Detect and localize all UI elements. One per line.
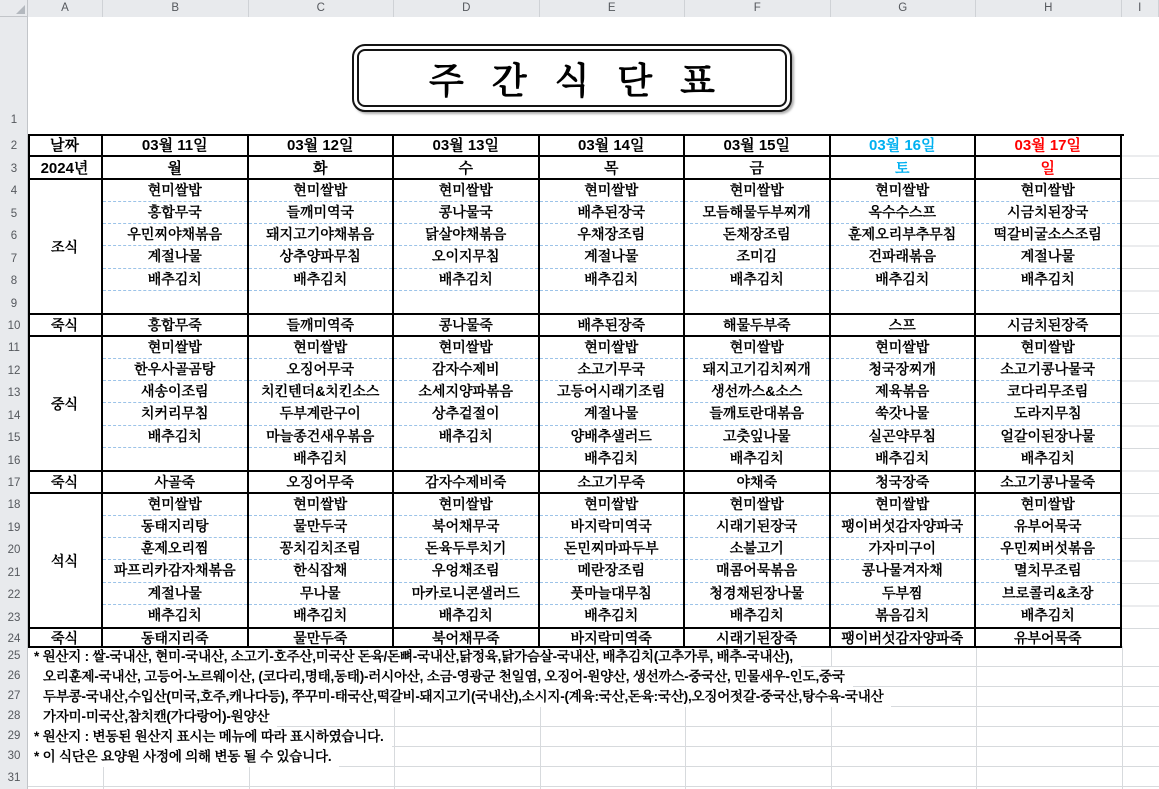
- select-all-triangle-icon: [16, 5, 25, 14]
- menu-item[interactable]: 물만두국: [249, 516, 393, 538]
- day-date-7[interactable]: 03월 17일: [976, 134, 1122, 157]
- menu-item[interactable]: 배추김치: [147, 606, 202, 623]
- section-label-dinner[interactable]: 석식: [28, 494, 103, 629]
- menu-item[interactable]: 우민찌버섯볶음: [976, 538, 1120, 560]
- day-date-6[interactable]: 03월 16일: [831, 134, 977, 157]
- menu-item[interactable]: [249, 291, 393, 313]
- menu-item[interactable]: 오징어무국: [249, 359, 393, 381]
- menu-item[interactable]: 현미쌀밥: [540, 494, 684, 516]
- porridge-cell-breakfast-day5[interactable]: 해물두부죽: [685, 315, 831, 337]
- column-header-I[interactable]: I: [1122, 0, 1159, 17]
- menu-cell-dinner-day2[interactable]: [249, 494, 395, 629]
- menu-item[interactable]: 배추김치: [394, 269, 538, 291]
- porridge-cell-dinner-day5[interactable]: 시래기된장죽: [685, 629, 831, 648]
- day-date-2[interactable]: 03월 12일: [249, 134, 395, 157]
- day-date-5[interactable]: 03월 15일: [685, 134, 831, 157]
- menu-item[interactable]: 콩나물겨자채: [831, 560, 975, 582]
- menu-cell-dinner-day7[interactable]: [976, 494, 1122, 629]
- row-header-20[interactable]: 20: [7, 544, 21, 557]
- menu-item[interactable]: 배추김치: [729, 606, 784, 623]
- gridline: [1122, 646, 1123, 789]
- menu-cell-breakfast-day5[interactable]: [685, 180, 831, 315]
- menu-item[interactable]: 배추김치: [1020, 449, 1075, 466]
- menu-item[interactable]: 소세지양파볶음: [394, 381, 538, 403]
- menu-item[interactable]: 배추김치: [729, 449, 784, 466]
- menu-cell-lunch-day1[interactable]: [103, 337, 249, 472]
- row-header-18[interactable]: 18: [7, 499, 21, 512]
- column-header-H[interactable]: H: [976, 0, 1122, 17]
- menu-item[interactable]: 계절나물: [103, 583, 247, 605]
- menu-cell-breakfast-day1[interactable]: [103, 180, 249, 315]
- section-label-breakfast[interactable]: 조식: [28, 180, 103, 315]
- row-header-14[interactable]: 14: [7, 409, 21, 422]
- header-date-label[interactable]: 날짜: [28, 134, 103, 157]
- column-header-B[interactable]: B: [103, 0, 249, 17]
- menu-cell-lunch-day6[interactable]: [831, 337, 977, 472]
- column-header-A[interactable]: A: [28, 0, 103, 17]
- column-header-E[interactable]: E: [540, 0, 686, 17]
- menu-item[interactable]: 현미쌀밥: [685, 337, 829, 359]
- row-header-3[interactable]: 3: [10, 162, 18, 175]
- menu-item[interactable]: 현미쌀밥: [540, 180, 684, 202]
- footnote-origin-2: 오리훈제-국내산, 고등어-노르웨이산, (코다리,명태,동태)-러시아산, 소금-영광군 천일염, 오징어-원양산, 생선까스-중국산, 민물새우-인도,중국: [28, 667, 853, 687]
- row-header-5[interactable]: 5: [10, 207, 18, 220]
- menu-item[interactable]: 우민찌야채볶음: [103, 224, 247, 246]
- menu-item[interactable]: 쑥갓나물: [831, 403, 975, 425]
- menu-item[interactable]: 청국장찌개: [831, 359, 975, 381]
- menu-item[interactable]: 고등어시래기조림: [540, 381, 684, 403]
- menu-item[interactable]: 도라지무침: [976, 403, 1120, 425]
- menu-item[interactable]: 상추양파무침: [249, 246, 393, 268]
- menu-item[interactable]: 훈제오리찜: [103, 538, 247, 560]
- menu-item[interactable]: 두부계란구이: [249, 403, 393, 425]
- menu-item[interactable]: 양배추샐러드: [540, 426, 684, 448]
- menu-item[interactable]: 유부어묵국: [976, 516, 1120, 538]
- menu-item[interactable]: 현미쌀밥: [249, 180, 393, 202]
- menu-item[interactable]: 배추김치: [438, 606, 493, 623]
- menu-item[interactable]: 현미쌀밥: [685, 494, 829, 516]
- menu-item[interactable]: 현미쌀밥: [685, 180, 829, 202]
- header-year-label[interactable]: 2024년: [28, 157, 103, 180]
- day-weekday-1[interactable]: 월: [103, 157, 249, 180]
- menu-item[interactable]: 현미쌀밥: [394, 494, 538, 516]
- row-header-17[interactable]: 17: [7, 477, 21, 489]
- menu-cell-lunch-day7[interactable]: [976, 337, 1122, 472]
- section-label-porridge-2[interactable]: 죽식: [28, 472, 103, 494]
- menu-item[interactable]: 현미쌀밥: [831, 494, 975, 516]
- menu-item[interactable]: 홍합무국: [103, 202, 247, 224]
- menu-item[interactable]: 현미쌀밥: [394, 337, 538, 359]
- row-header-8[interactable]: 8: [10, 275, 18, 288]
- menu-item[interactable]: 무나물: [249, 583, 393, 605]
- day-weekday-3[interactable]: 수: [394, 157, 540, 180]
- gridline: [976, 646, 977, 789]
- column-header-F[interactable]: F: [685, 0, 831, 17]
- day-weekday-7[interactable]: 일: [976, 157, 1122, 180]
- menu-item[interactable]: 현미쌀밥: [394, 180, 538, 202]
- row-header-28[interactable]: 28: [7, 710, 21, 722]
- menu-item[interactable]: 현미쌀밥: [249, 494, 393, 516]
- row-header-22[interactable]: 22: [7, 589, 21, 602]
- column-i-gridlines: [1122, 134, 1159, 646]
- porridge-cell-breakfast-day1[interactable]: 홍합무죽: [103, 315, 249, 337]
- menu-cell-breakfast-day3[interactable]: [394, 180, 540, 315]
- menu-item[interactable]: 배추김치: [875, 449, 930, 466]
- menu-item[interactable]: 배추김치: [584, 449, 639, 466]
- menu-item[interactable]: 동태지리탕: [103, 516, 247, 538]
- porridge-cell-breakfast-day4[interactable]: 배추된장죽: [540, 315, 686, 337]
- porridge-cell-lunch-day3[interactable]: 감자수제비죽: [394, 472, 540, 494]
- section-label-porridge-1[interactable]: 죽식: [28, 315, 103, 337]
- porridge-cell-dinner-day2[interactable]: 물만두죽: [249, 629, 395, 648]
- menu-item[interactable]: 소불고기: [685, 538, 829, 560]
- menu-item[interactable]: 배추김치: [293, 449, 348, 466]
- menu-item[interactable]: 시래기된장국: [685, 516, 829, 538]
- menu-item[interactable]: 들깨토란대볶음: [685, 403, 829, 425]
- menu-item[interactable]: 마늘종건새우볶음: [249, 426, 393, 448]
- menu-item[interactable]: 브로콜리&초장: [976, 583, 1120, 605]
- menu-cell-lunch-day2[interactable]: [249, 337, 395, 472]
- porridge-cell-dinner-day3[interactable]: 북어채무죽: [394, 629, 540, 648]
- menu-item[interactable]: 현미쌀밥: [540, 337, 684, 359]
- menu-item[interactable]: 한식잡채: [249, 560, 393, 582]
- menu-item[interactable]: 북어채무국: [394, 516, 538, 538]
- menu-item[interactable]: 상추겉절이: [394, 403, 538, 425]
- menu-item[interactable]: 계절나물: [540, 403, 684, 425]
- menu-item[interactable]: 시금치된장국: [976, 202, 1120, 224]
- row-header-23[interactable]: 23: [7, 611, 21, 624]
- menu-item[interactable]: 멸치무조림: [976, 560, 1120, 582]
- porridge-cell-lunch-day5[interactable]: 야채죽: [685, 472, 831, 494]
- menu-item[interactable]: 꽁치김치조림: [249, 538, 393, 560]
- menu-item[interactable]: 배추김치: [976, 269, 1120, 291]
- menu-item[interactable]: 풋마늘대무침: [540, 583, 684, 605]
- menu-item[interactable]: 치커리무침: [103, 403, 247, 425]
- menu-item[interactable]: 소고기콩나물국: [976, 359, 1120, 381]
- menu-item[interactable]: 닭살야채볶음: [394, 224, 538, 246]
- menu-item[interactable]: 계절나물: [103, 246, 247, 268]
- menu-item[interactable]: [103, 291, 247, 313]
- menu-item[interactable]: 옥수수스프: [831, 202, 975, 224]
- day-weekday-5[interactable]: 금: [685, 157, 831, 180]
- menu-item[interactable]: 들깨미역국: [249, 202, 393, 224]
- porridge-cell-breakfast-day7[interactable]: 시금치된장죽: [976, 315, 1122, 337]
- menu-cell-dinner-day4[interactable]: [540, 494, 686, 629]
- menu-item[interactable]: [976, 291, 1120, 313]
- gridline: [28, 786, 1159, 787]
- porridge-cell-breakfast-day2[interactable]: 들깨미역죽: [249, 315, 395, 337]
- row-header-29[interactable]: 29: [7, 730, 21, 742]
- menu-item[interactable]: 한우사골곰탕: [103, 359, 247, 381]
- column-header-G[interactable]: G: [831, 0, 977, 17]
- row-header-4[interactable]: 4: [10, 185, 18, 198]
- menu-item[interactable]: [394, 448, 538, 470]
- menu-item[interactable]: 돼지고기김치찌개: [685, 359, 829, 381]
- menu-item[interactable]: 계절나물: [540, 246, 684, 268]
- menu-cell-breakfast-day7[interactable]: [976, 180, 1122, 315]
- menu-item[interactable]: 새송이조림: [103, 381, 247, 403]
- porridge-cell-lunch-day4[interactable]: 소고기무죽: [540, 472, 686, 494]
- menu-item[interactable]: 마카로니콘샐러드: [394, 583, 538, 605]
- row-header-27[interactable]: 27: [7, 690, 21, 702]
- row-header-13[interactable]: 13: [7, 387, 21, 400]
- menu-item[interactable]: [540, 291, 684, 313]
- porridge-cell-dinner-day7[interactable]: 유부어묵죽: [976, 629, 1122, 648]
- day-weekday-2[interactable]: 화: [249, 157, 395, 180]
- menu-item[interactable]: 배추김치: [1020, 606, 1075, 623]
- row-header-16[interactable]: 16: [7, 454, 21, 467]
- menu-item[interactable]: 모듬해물두부찌개: [685, 202, 829, 224]
- row-header-30[interactable]: 30: [7, 750, 21, 762]
- porridge-cell-breakfast-day3[interactable]: 콩나물죽: [394, 315, 540, 337]
- menu-cell-dinner-day1[interactable]: [103, 494, 249, 629]
- menu-item[interactable]: 배추김치: [831, 269, 975, 291]
- menu-item[interactable]: [831, 291, 975, 313]
- menu-cell-breakfast-day4[interactable]: [540, 180, 686, 315]
- porridge-cell-dinner-day6[interactable]: 팽이버섯감자양파죽: [831, 629, 977, 648]
- porridge-cell-lunch-day6[interactable]: 청국장죽: [831, 472, 977, 494]
- menu-item[interactable]: 매콤어묵볶음: [685, 560, 829, 582]
- menu-cell-lunch-day3[interactable]: [394, 337, 540, 472]
- menu-item[interactable]: 돼지고기야채볶음: [249, 224, 393, 246]
- footnote-origin-4: 가자미-미국산,참치캔(가다랑어)-원양산: [28, 707, 277, 727]
- porridge-cell-lunch-day7[interactable]: 소고기콩나물죽: [976, 472, 1122, 494]
- row-header-24[interactable]: 24: [7, 632, 21, 645]
- menu-item[interactable]: 현미쌀밥: [976, 337, 1120, 359]
- menu-item[interactable]: 배추된장국: [540, 202, 684, 224]
- menu-item[interactable]: [685, 291, 829, 313]
- table-left-border: [28, 134, 30, 648]
- menu-item[interactable]: 오이지무침: [394, 246, 538, 268]
- porridge-cell-breakfast-day6[interactable]: 스프: [831, 315, 977, 337]
- menu-item[interactable]: 바지락미역국: [540, 516, 684, 538]
- menu-item[interactable]: 현미쌀밥: [831, 180, 975, 202]
- day-date-4[interactable]: 03월 14일: [540, 134, 686, 157]
- menu-item[interactable]: 치킨텐더&치킨소스: [249, 381, 393, 403]
- menu-item[interactable]: 실곤약무침: [831, 426, 975, 448]
- row-header-21[interactable]: 21: [7, 566, 21, 579]
- menu-item[interactable]: 돈채장조림: [685, 224, 829, 246]
- menu-item[interactable]: 배추김치: [103, 269, 247, 291]
- day-date-1[interactable]: 03월 11일: [103, 134, 249, 157]
- menu-item[interactable]: 감자수제비: [394, 359, 538, 381]
- menu-item[interactable]: 가자미구이: [831, 538, 975, 560]
- menu-item[interactable]: [103, 448, 247, 470]
- porridge-cell-lunch-day1[interactable]: 사골죽: [103, 472, 249, 494]
- menu-item[interactable]: 돈민찌마파두부: [540, 538, 684, 560]
- menu-item[interactable]: 현미쌀밥: [976, 180, 1120, 202]
- title-box[interactable]: [352, 44, 792, 112]
- menu-item[interactable]: 현미쌀밥: [831, 337, 975, 359]
- menu-item[interactable]: 현미쌀밥: [976, 494, 1120, 516]
- menu-item[interactable]: 우엉채조림: [394, 560, 538, 582]
- row-header-7[interactable]: 7: [10, 252, 18, 265]
- menu-item[interactable]: 건파래볶음: [831, 246, 975, 268]
- porridge-cell-dinner-day1[interactable]: 동태지리죽: [103, 629, 249, 648]
- menu-item[interactable]: 고춧잎나물: [685, 426, 829, 448]
- row-header-12[interactable]: 12: [7, 364, 21, 377]
- footnote-change-note: * 이 식단은 요양원 사정에 의해 변동 될 수 있습니다.: [28, 747, 339, 767]
- menu-item[interactable]: 훈제오리부추무침: [831, 224, 975, 246]
- menu-cell-lunch-day5[interactable]: [685, 337, 831, 472]
- row-header-6[interactable]: 6: [10, 230, 18, 243]
- row-header-11[interactable]: 11: [8, 342, 20, 355]
- menu-cell-dinner-day3[interactable]: [394, 494, 540, 629]
- menu-item[interactable]: 떡갈비굴소스조림: [976, 224, 1120, 246]
- row-header-9[interactable]: 9: [10, 297, 18, 310]
- menu-item[interactable]: 현미쌀밥: [103, 494, 247, 516]
- menu-item[interactable]: 팽이버섯감자양파국: [831, 516, 975, 538]
- row-header-15[interactable]: 15: [7, 432, 21, 445]
- row-header-26[interactable]: 26: [7, 670, 21, 682]
- menu-cell-breakfast-day6[interactable]: [831, 180, 977, 315]
- menu-item[interactable]: 계절나물: [976, 246, 1120, 268]
- menu-cell-breakfast-day2[interactable]: [249, 180, 395, 315]
- menu-item[interactable]: 배추김치: [540, 269, 684, 291]
- column-header-C[interactable]: C: [249, 0, 395, 17]
- menu-item[interactable]: 콩나물국: [394, 202, 538, 224]
- row-header-1[interactable]: 1: [10, 114, 18, 126]
- menu-item[interactable]: [394, 291, 538, 313]
- menu-item[interactable]: 현미쌀밥: [249, 337, 393, 359]
- menu-cell-dinner-day5[interactable]: [685, 494, 831, 629]
- menu-cell-lunch-day4[interactable]: [540, 337, 686, 472]
- page-title: 주 간 식 단 표: [357, 49, 787, 107]
- day-date-3[interactable]: 03월 13일: [394, 134, 540, 157]
- menu-item[interactable]: 배추김치: [103, 426, 247, 448]
- row-header-19[interactable]: 19: [7, 521, 21, 534]
- menu-item[interactable]: 코다리무조림: [976, 381, 1120, 403]
- day-weekday-4[interactable]: 목: [540, 157, 686, 180]
- menu-item[interactable]: 청경채된장나물: [685, 583, 829, 605]
- porridge-cell-dinner-day4[interactable]: 바지락미역죽: [540, 629, 686, 648]
- menu-item[interactable]: 생선까스&소스: [685, 381, 829, 403]
- menu-item[interactable]: 현미쌀밥: [103, 337, 247, 359]
- porridge-cell-lunch-day2[interactable]: 오징어무죽: [249, 472, 395, 494]
- menu-item[interactable]: 메란장조림: [540, 560, 684, 582]
- section-label-lunch[interactable]: 중식: [28, 337, 103, 472]
- row-header-25[interactable]: 25: [7, 650, 21, 662]
- table-top-border: [28, 134, 1124, 136]
- menu-item[interactable]: 배추김치: [249, 269, 393, 291]
- menu-item[interactable]: 조미김: [685, 246, 829, 268]
- menu-item[interactable]: 배추김치: [293, 606, 348, 623]
- section-label-porridge-3[interactable]: 죽식: [28, 629, 103, 648]
- menu-item[interactable]: 파프리카감자채볶음: [103, 560, 247, 582]
- select-all-corner[interactable]: [0, 0, 28, 17]
- menu-item[interactable]: 돈육두루치기: [394, 538, 538, 560]
- menu-cell-dinner-day6[interactable]: [831, 494, 977, 629]
- menu-item[interactable]: 볶음김치: [875, 606, 930, 623]
- column-header-D[interactable]: D: [394, 0, 540, 17]
- row-header-10[interactable]: 10: [7, 320, 21, 332]
- row-header-2[interactable]: 2: [10, 139, 18, 152]
- menu-item[interactable]: 두부찜: [831, 583, 975, 605]
- footnote-origin-note: * 원산지 : 변동된 원산지 표시는 메뉴에 따라 표시하였습니다.: [28, 727, 392, 747]
- menu-item[interactable]: 배추김치: [584, 606, 639, 623]
- menu-item[interactable]: 현미쌀밥: [103, 180, 247, 202]
- footnote-origin-1: * 원산지 : 쌀-국내산, 현미-국내산, 소고기-호주산,미국산 돈육/돈뼈-국내산,닭정육,닭가슴살-국내산, 배추김치(고추가루, 배추-국내산),: [28, 647, 801, 667]
- menu-item[interactable]: 얼갈이된장나물: [976, 426, 1120, 448]
- footnote-origin-3: 두부콩-국내산,수입산(미국,호주,캐나다등), 쭈꾸미-태국산,떡갈비-돼지고기(국내산),소시지-(계육:국산,돈육:국산),오징어젓갈-중국산,탕수육-국내산: [28, 687, 891, 707]
- menu-item[interactable]: 배추김치: [394, 426, 538, 448]
- menu-item[interactable]: 배추김치: [685, 269, 829, 291]
- menu-item[interactable]: 우채장조림: [540, 224, 684, 246]
- menu-item[interactable]: 제육볶음: [831, 381, 975, 403]
- row-header-31[interactable]: 31: [7, 771, 21, 784]
- day-weekday-6[interactable]: 토: [831, 157, 977, 180]
- menu-item[interactable]: 소고기무국: [540, 359, 684, 381]
